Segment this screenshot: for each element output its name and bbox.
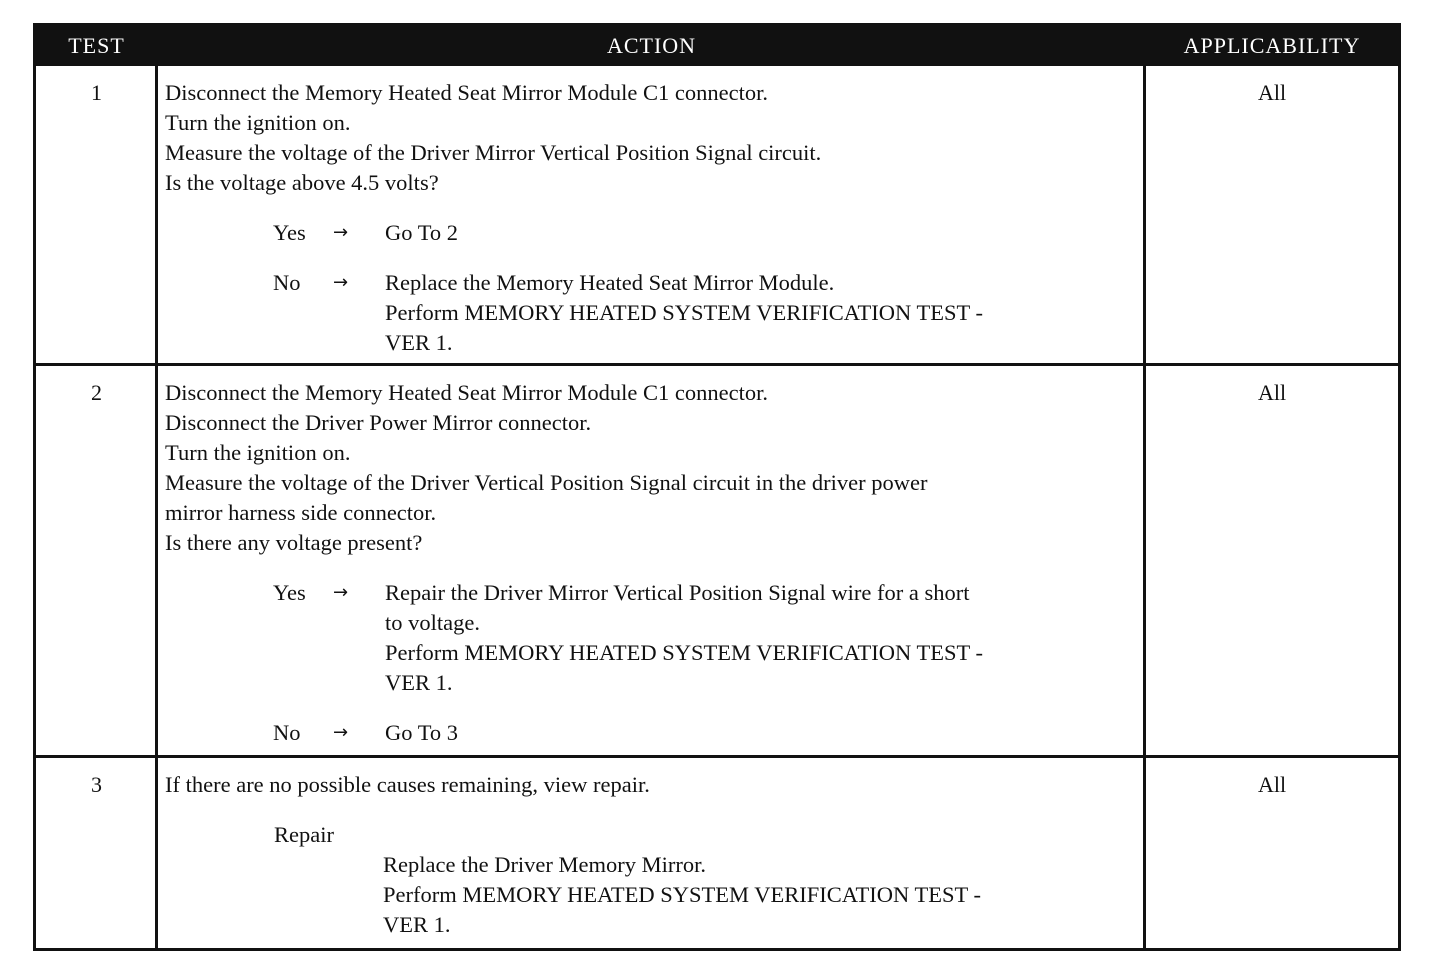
no-branch: [165, 718, 1145, 748]
action-line: mirror harness side connector.: [165, 500, 437, 525]
header-action: ACTION: [606, 33, 697, 58]
no-action-line: VER 1.: [385, 330, 453, 355]
yes-label: Yes: [273, 220, 306, 245]
header-applicability: APPLICABILITY: [1183, 33, 1361, 58]
header-test: TEST: [68, 33, 125, 58]
action-line: Turn the ignition on.: [165, 440, 351, 465]
applicability-cell: All: [1257, 380, 1287, 405]
action-line: Is there any voltage present?: [165, 530, 423, 555]
repair-label: Repair: [274, 822, 334, 847]
action-line: If there are no possible causes remaining, view repair.: [165, 772, 650, 797]
table-row: [36, 366, 1398, 755]
yes-action-line: VER 1.: [385, 670, 453, 695]
diagnostic-table: [33, 23, 1401, 951]
yes-action-line: Go To 2: [385, 220, 459, 245]
right-arrow-icon: →: [333, 222, 349, 243]
action-line: Disconnect the Driver Power Mirror connector.: [165, 410, 592, 435]
table-row: [36, 758, 1398, 948]
test-number: 2: [91, 380, 102, 405]
action-line: Measure the voltage of the Driver Mirror Vertical Position Signal circuit.: [165, 140, 822, 165]
test-number: 3: [91, 772, 102, 797]
no-branch: [165, 268, 1145, 358]
repair-line: Replace the Driver Memory Mirror.: [383, 852, 707, 877]
yes-label: Yes: [273, 580, 306, 605]
no-action-line: Perform MEMORY HEATED SYSTEM VERIFICATION TEST -: [385, 300, 983, 325]
right-arrow-icon: →: [333, 722, 349, 743]
action-line: Is the voltage above 4.5 volts?: [165, 170, 439, 195]
right-arrow-icon: →: [333, 582, 349, 603]
action-line: Measure the voltage of the Driver Vertical Position Signal circuit in the driver power: [165, 470, 928, 495]
right-arrow-icon: →: [333, 272, 349, 293]
yes-branch: [165, 218, 1145, 248]
no-label: No: [273, 270, 301, 295]
no-action-line: Replace the Memory Heated Seat Mirror Module.: [385, 270, 835, 295]
action-cell: [165, 770, 1145, 940]
repair-line: VER 1.: [383, 912, 451, 937]
table-header-row: [36, 26, 1398, 66]
action-line: Turn the ignition on.: [165, 110, 351, 135]
table-row: [36, 66, 1398, 363]
applicability-cell: All: [1257, 80, 1287, 105]
yes-action-line: Perform MEMORY HEATED SYSTEM VERIFICATION TEST -: [385, 640, 983, 665]
no-label: No: [273, 720, 301, 745]
action-line: Disconnect the Memory Heated Seat Mirror Module C1 connector.: [165, 80, 768, 105]
yes-action-line: to voltage.: [385, 610, 480, 635]
action-cell: [165, 378, 1145, 748]
applicability-cell: All: [1257, 772, 1287, 797]
yes-branch: [165, 578, 1145, 698]
test-number: 1: [91, 80, 102, 105]
action-line: Disconnect the Memory Heated Seat Mirror Module C1 connector.: [165, 380, 768, 405]
repair-steps: [165, 850, 1145, 940]
action-cell: [165, 78, 1145, 358]
repair-line: Perform MEMORY HEATED SYSTEM VERIFICATION TEST -: [383, 882, 981, 907]
no-action-line: Go To 3: [385, 720, 459, 745]
yes-action-line: Repair the Driver Mirror Vertical Position Signal wire for a short: [385, 580, 970, 605]
